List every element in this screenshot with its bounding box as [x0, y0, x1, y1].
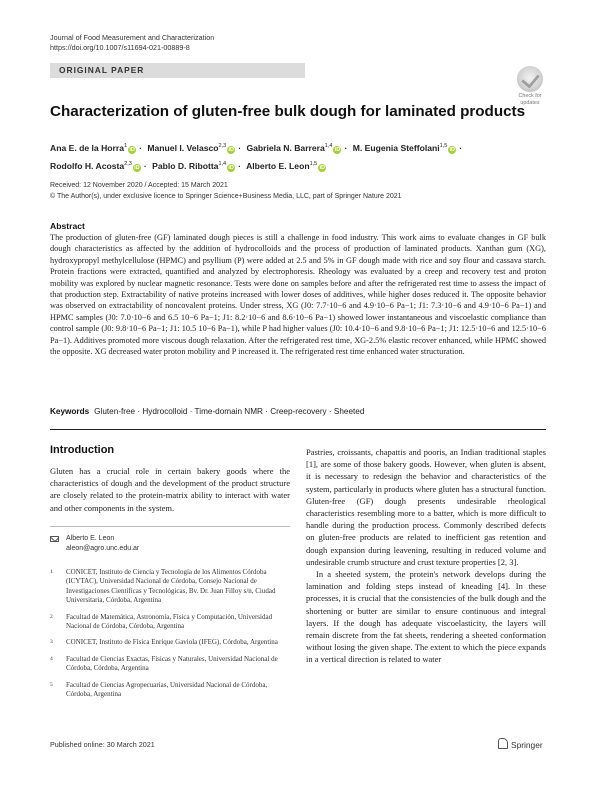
footnote-divider — [50, 526, 290, 527]
envelope-icon — [50, 536, 59, 542]
affiliation-item: 5 Facultad de Ciencias Agropecuarias, Universidad Nacional de Córdoba, Córdoba, Argentina — [50, 680, 268, 699]
orcid-icon[interactable]: iD — [134, 165, 140, 171]
author: M. Eugenia Steffolani$^{1,5}$iD — [352, 143, 456, 153]
published-online-date: Published online: 30 March 2021 — [50, 740, 155, 749]
intro-left-column — [50, 465, 290, 514]
orcid-icon[interactable]: iD — [319, 165, 325, 171]
received-accepted: Received: 12 November 2020 / Accepted: 15 March 2021 — [50, 182, 228, 189]
article-title: Characterization of gluten-free bulk dough for laminated products — [50, 103, 526, 120]
orcid-icon[interactable]: iD — [334, 147, 341, 153]
journal-header — [50, 33, 214, 53]
author: Manuel I. Velasco$^{2,3}$iD — [147, 143, 234, 153]
article-type-banner: ORIGINAL PAPER — [50, 63, 305, 78]
correspondence-block — [50, 534, 139, 553]
affiliation-item: 1 CONICET, Instituto de Ciencia y Tecnología de los Alimentos Córdoba (ICYTAC), Universidad Nacional de Córdoba, Consejo Nacional de Investigaciones Científicas y Tecnológicas, Bv. Dr. Juan Filloy s/n, Ciudad Universitaria, Córdoba, Argentina — [50, 568, 276, 605]
abstract-body — [50, 232, 546, 357]
section-divider — [50, 429, 546, 430]
copyright-notice: © The Author(s), under exclusive licence to Springer Science+Business Media, LLC, part of Springer Nature 2021 — [50, 193, 402, 200]
springer-horse-icon — [498, 738, 508, 749]
author-list: Ana E. de la Horra$^1$iD · Manuel I. Velasco$^{2,3}$iD · Gabriela N. Barrera$^{1,4}$iD · M. Eugenia Steffolani$^{1,5}$iD · Rodolfo H. Acosta$^{2,3}$iD · Pablo D. Ribotta$^{1,4}$iD · Alberto E. Leon$^{1,5}$iD — [50, 143, 463, 171]
affiliation-item: 4 Facultad de Ciencias Exactas, Físicas y Naturales, Universidad Nacional de Córdoba, Córdoba, Argentina — [50, 654, 278, 673]
keywords-list: Gluten-free · Hydrocolloid · Time-domain NMR · Creep-recovery · Sheeted — [94, 407, 365, 416]
intro-right-paragraph-1: Pastries, croissants, chapattis and pooris, an Indian traditional staples [1], are some of those bakery goods. However, when gluten is absent, it is necessary to redesign the behavior and characteristics of the system, particularly in products where gluten has a structural function. Gluten-free (GF) dough presents undesirable rheological characteristics resembling more to a batter, which is more difficult to handle during the production process. Commonly described defects on gluten-free products are related to inefficient gas retention and dough expansion during leavening, resulting in reduced volume and undesirable crumb structure and crust texture properties [2, 3]. — [306, 447, 546, 567]
author: Alberto E. Leon$^{1,5}$iD — [246, 161, 325, 171]
journal-name: Journal of Food Measurement and Characterization — [50, 33, 215, 42]
author: Rodolfo H. Acosta$^{2,3}$iD — [50, 161, 140, 171]
author: Gabriela N. Barrera$^{1,4}$iD — [246, 143, 341, 153]
author: Ana E. de la Horra$^1$iD — [50, 143, 135, 153]
check-updates-icon — [517, 66, 543, 92]
introduction-heading: Introduction — [50, 444, 115, 456]
orcid-icon[interactable]: iD — [228, 147, 234, 153]
correspondence-email[interactable]: aleon@agro.unc.edu.ar — [66, 544, 140, 552]
affiliations-list — [50, 568, 290, 706]
author: Pablo D. Ribotta$^{1,4}$iD — [152, 161, 234, 171]
keywords-label: Keywords — [50, 407, 90, 416]
correspondence-name: Alberto E. Leon — [66, 535, 115, 542]
orcid-icon[interactable]: iD — [228, 165, 234, 171]
orcid-icon[interactable]: iD — [449, 147, 456, 153]
check-for-updates-badge[interactable] — [512, 66, 548, 106]
check-updates-line1: Check for — [518, 93, 542, 99]
intro-right-column — [306, 446, 546, 666]
affiliation-item: 3 CONICET, Instituto de Física Enrique Gaviola (IFEG), Córdoba, Argentina — [50, 638, 278, 647]
intro-right-paragraph-2: In a sheeted system, the protein's network develops during the lamination and folding steps instead of kneading [4]. In these processes, it is crucial that the consistencies of the bulk dough and the shortening or butter are similar to ensure continuous and integral layers. If the dough has adequate viscoelasticity, the layers will remain discrete from the fat sheets, rendering a sheeted conformation without losing the given shape. The extent to which the piece expands in a vertical direction is related to water — [306, 569, 546, 665]
doi-link[interactable]: https://doi.org/10.1007/s11694-021-00889-8 — [50, 43, 190, 52]
article-history — [50, 180, 402, 202]
keywords-line — [50, 407, 364, 416]
affiliation-item: 2 Facultad de Matemática, Astronomía, Física y Computación, Universidad Nacional de Córdoba, Córdoba, Argentina — [50, 612, 273, 631]
check-updates-line2: updates — [520, 100, 540, 106]
abstract-heading: Abstract — [50, 221, 85, 231]
intro-left-paragraph: Gluten has a crucial role in certain bakery goods where the characteristics of dough and the development of the product structure are closely related to the protein-matrix ability to interact with water and other components in the system. — [50, 466, 290, 513]
orcid-icon[interactable]: iD — [129, 147, 135, 153]
abstract-text: The production of gluten-free (GF) laminated dough pieces is still a challenge in food industry. This work aims to evaluate changes in GF bulk dough characteristics as affected by the addition of hydrocolloids and the process of production of laminated products. Xanthan gum (XG), hydroxypropyl methylcellulose (HPMC) and psyllium (P) were added at 2.5 and 5% in GF dough made with rice and soy flour and cassava starch. Protein fractions were extracted, quantified and analyzed by electrophoresis. Rheology was evaluated by a creep and recovery test and proton mobility was explored by nuclear magnetic resonance. Tests were done on samples before and after the refrigerated rest time to assess the impact of that production step. Extractability of native proteins increased with lower doses of additives, while higher doses reduced it. The opposite behavior was observed on extractability of noncovalent proteins. Under stress, XG (J0: 7.7·10−6 and 4.9·10−6 Pa−1; J1: 7.3·10−6 and 4.9·10−6 Pa−1) and HPMC samples (J0: 7.0·10−6 and 6.5 10−6 Pa−1; J1: 8.2·10−6 and 8.6·10−6 Pa−1) showed lower instantaneous and viscoelastic compliance than control sample (J0: 9.8·10−6 Pa−1; J1: 10.5 10−6 Pa−1), while P had higher values (J0: 10.4·10−6 and 9.8·10−6 Pa−1; J1: 12.5·10−6 and 12.5·10−6 Pa−1). Additives promoted more viscous dough relaxation. After the refrigerated rest time, XG-2.5% elastic recover enhanced, while HPMC showed the opposite. XG decreased water proton mobility and P increased it. The refrigerated rest time enhanced water structuration. — [50, 233, 546, 357]
publisher-logo: Springer — [498, 738, 543, 750]
